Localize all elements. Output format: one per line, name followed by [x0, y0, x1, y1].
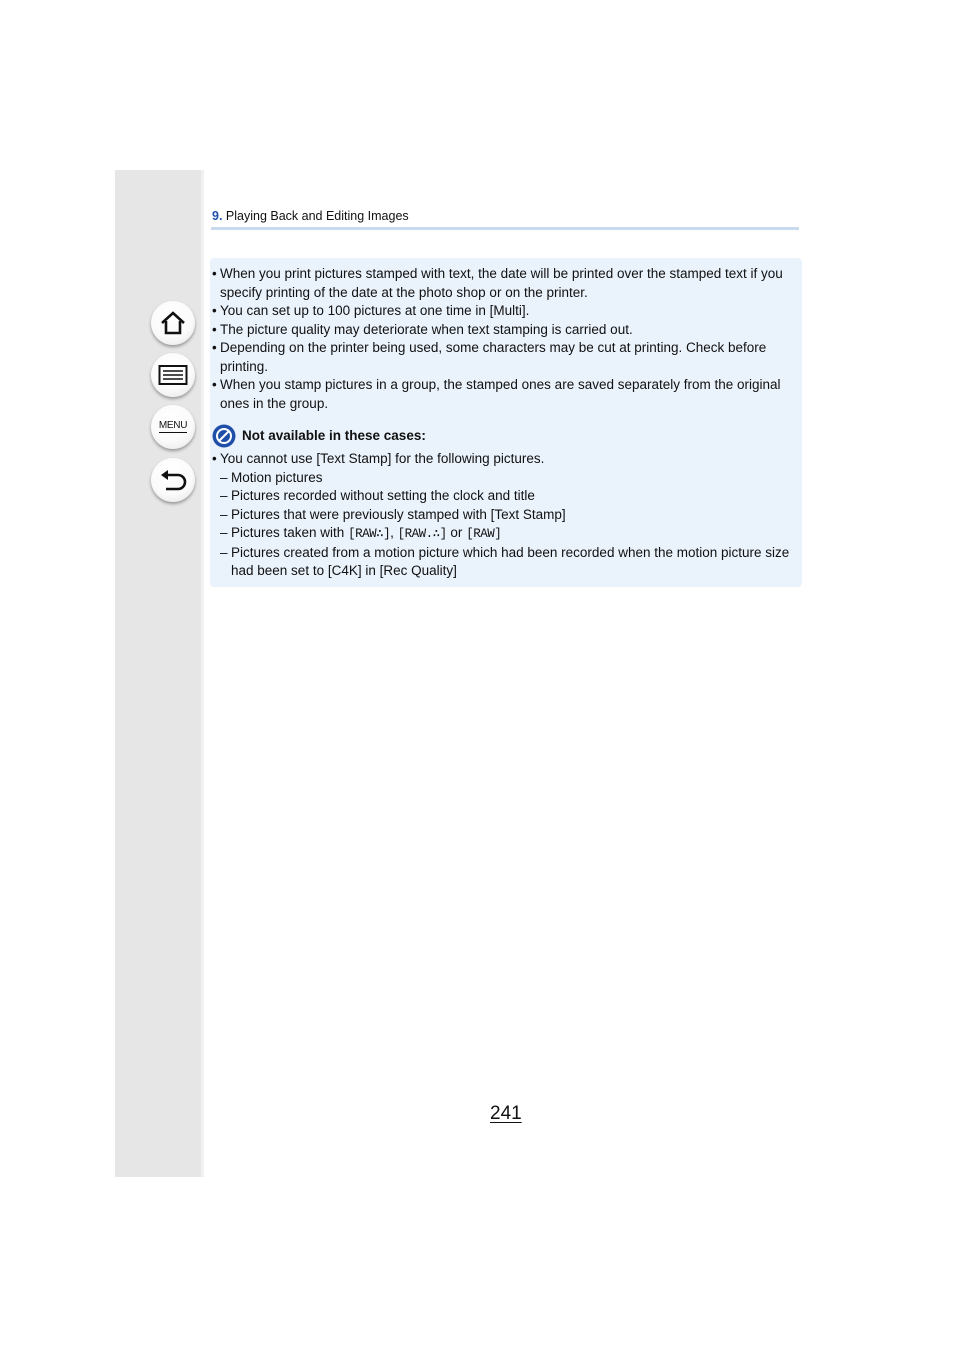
menu-label: MENU	[158, 420, 188, 431]
raw-fine-icon: [RAW∴]	[348, 527, 391, 541]
note-item: • You can set up to 100 pictures at one time in [Multi].	[212, 302, 798, 321]
home-button[interactable]	[151, 301, 195, 345]
raw-item-separator: or	[446, 525, 467, 540]
page-number: 241	[490, 1103, 522, 1124]
not-available-item: – Pictures created from a motion picture which had been recorded when the motion picture size had been set to [C4K] in [Rec Quality]	[212, 544, 798, 581]
note-item: • When you print pictures stamped with text, the date will be printed over the stamped text if you specify printing of the date at the photo shop or on the printer.	[212, 265, 798, 302]
return-arrow-icon	[159, 467, 187, 493]
home-icon	[159, 310, 187, 336]
chapter-header	[212, 209, 799, 223]
chapter-title: Playing Back and Editing Images	[222, 209, 409, 223]
menu-button[interactable]	[151, 405, 195, 449]
contents-button[interactable]	[151, 353, 195, 397]
header-divider	[211, 227, 799, 230]
not-available-item: – Motion pictures	[212, 469, 798, 488]
raw-standard-icon: [RAW.∴]	[397, 527, 447, 541]
note-item: • Depending on the printer being used, some characters may be cut at printing. Check before printing.	[212, 339, 798, 376]
sidebar-edge	[201, 170, 204, 1177]
table-of-contents-icon	[158, 364, 188, 386]
raw-icon: [RAW]	[466, 527, 502, 541]
back-button[interactable]	[151, 458, 195, 502]
chapter-number: 9.	[212, 209, 223, 223]
not-available-item-raw	[212, 524, 798, 544]
not-available-title: Not available in these cases:	[242, 427, 426, 443]
not-available-heading	[212, 424, 798, 448]
not-available-intro: • You cannot use [Text Stamp] for the following pictures.	[212, 450, 798, 469]
note-item: • The picture quality may deteriorate when text stamping is carried out.	[212, 321, 798, 340]
raw-item-prefix: Pictures taken with	[231, 525, 349, 540]
note-item: • When you stamp pictures in a group, the stamped ones are saved separately from the original ones in the group.	[212, 376, 798, 413]
prohibited-icon	[212, 424, 236, 448]
notes-content	[212, 265, 798, 581]
not-available-item: – Pictures that were previously stamped with [Text Stamp]	[212, 506, 798, 525]
raw-item-separator: ,	[390, 525, 398, 540]
not-available-item: – Pictures recorded without setting the clock and title	[212, 487, 798, 506]
